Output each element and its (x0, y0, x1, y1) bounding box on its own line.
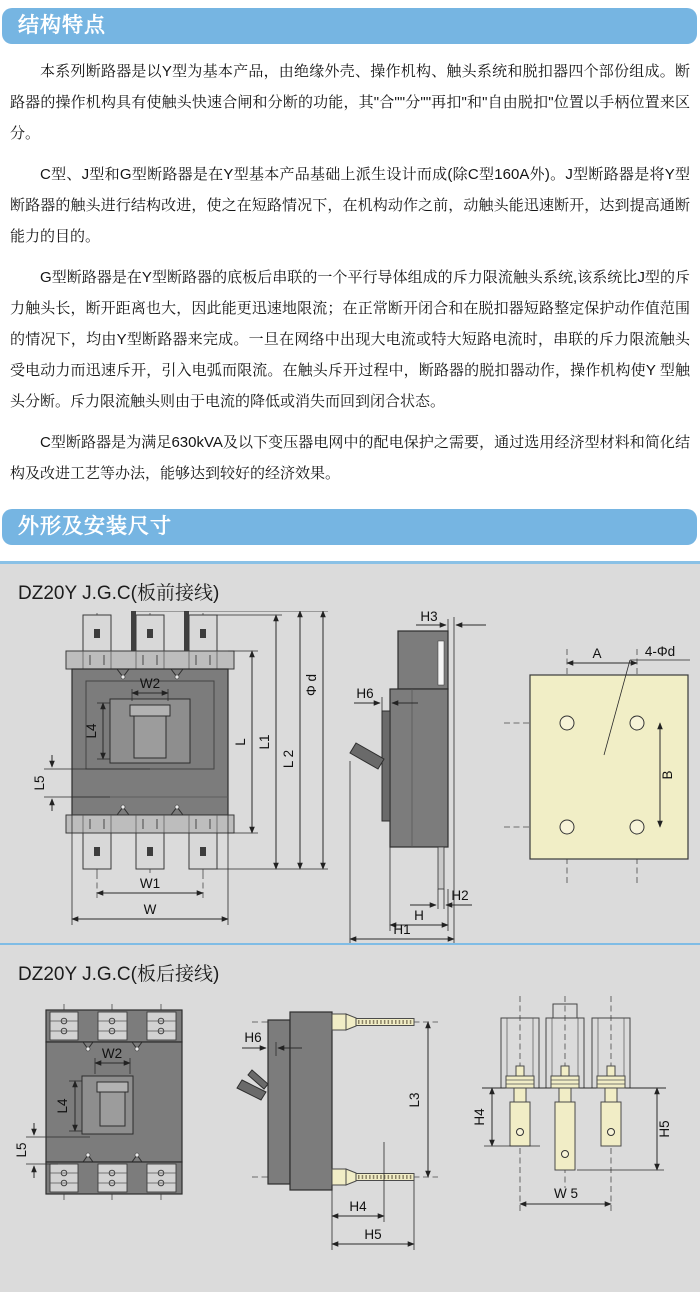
dim-label-l2: L 2 (281, 749, 296, 769)
dim-label-a: A (592, 646, 602, 661)
dim-label-l: L (233, 738, 248, 746)
dim-label-l1: L1 (257, 734, 272, 750)
stud-left (510, 1088, 530, 1146)
dim-h2 (410, 888, 472, 909)
features-text-block (0, 44, 700, 501)
front-wiring-drawing (0, 611, 700, 943)
dim-label-h1: H1 (393, 922, 411, 937)
handle-extension-rod (184, 611, 189, 651)
diagram-area (0, 561, 700, 1292)
dim-label-l5: L5 (32, 775, 47, 791)
dim-w1 (97, 873, 203, 899)
operating-handle-rear (82, 1076, 133, 1134)
dim-label-w: W (143, 902, 157, 917)
side-bottom-tab (438, 847, 444, 889)
dim-label-w1: W1 (139, 876, 161, 891)
dim-h5-stud (577, 1088, 672, 1170)
top-terminal-bar (66, 651, 234, 669)
dim-label-l4: L4 (55, 1098, 70, 1114)
top-terminal-tabs (83, 615, 217, 651)
dim-l (228, 651, 258, 833)
dim-label-w2: W2 (139, 676, 161, 691)
mounting-hole (560, 820, 574, 834)
dim-label-h6: H6 (356, 686, 374, 701)
dim-w5 (520, 1186, 611, 1204)
dim-label-w5: W 5 (553, 1186, 579, 1201)
mounting-hole (630, 716, 644, 730)
mounting-hole (630, 820, 644, 834)
breaker-face-view (32, 611, 328, 925)
bottom-terminal-tabs (83, 833, 217, 869)
bottom-terminal-bar (66, 815, 234, 833)
features-paragraph-2: C型、J型和G型断路器是在Y型基本产品基础上派生设计而成(除C型160A外)。J型断路器是将Y型断路器的触头进行结构改进，使之在短路情况下，在机构动作之前，动触头能迅速断开，达到提高通断能力的目的。 (10, 166, 690, 245)
dim-label-l3: L3 (407, 1092, 422, 1108)
handle-extension-rod (131, 611, 136, 651)
dim-h3 (416, 611, 486, 631)
mounting-plate (530, 675, 688, 859)
bottom-terminal-pads (50, 1164, 176, 1192)
breaker-side-view (350, 611, 486, 943)
dim-label-h5: H5 (657, 1120, 672, 1138)
stud-right (601, 1088, 621, 1146)
features-paragraph-3: G型断路器是在Y型断路器的底板后串联的一个平行导体组成的斥力限流触头系统,该系统比J型的斥力触头长，断开距离也大，因此能更迅速地限流；在正常断开闭合和在脱扣器短路整定保护动作值范围的情况下，均由Y型断路器来完成。一旦在网络中出现大电流或特大短路电流时，串联的斥力限流触头受电动力而迅速斥开，引入电弧而限流。在触头斥开过程中，断路器的脱扣器动作，操作机构使Y 型触头分断。斥力限流触头则由于电流的降低或消失而回到闭合状态。 (10, 269, 690, 410)
diagram-section-front-wiring (0, 564, 700, 943)
dim-phi-d (304, 611, 328, 869)
breaker-side-view-rear (237, 1012, 438, 1250)
dim-label-h6: H6 (244, 1030, 262, 1045)
dim-label-l4: L4 (84, 723, 99, 739)
mounting-hole (560, 716, 574, 730)
dim-l3 (407, 1022, 428, 1177)
dim-label-4-phi-d: 4-Φd (644, 644, 676, 659)
features-paragraph-4: C型断路器是为满足630kVA及以下变压器电网中的配电保护之需要，通过选用经济型材料和简化结构及改进工艺等办法，能够达到较好的经济效果。 (10, 434, 690, 482)
dim-label-l5: L5 (14, 1142, 29, 1158)
dim-label-h4: H4 (472, 1108, 487, 1126)
side-handle (350, 743, 384, 769)
dim-label-phi-d: Φ d (304, 673, 319, 697)
side-left-plate (382, 711, 390, 821)
stud-washers (506, 1066, 625, 1088)
stud-middle (555, 1088, 575, 1170)
rear-wiring-drawing (0, 992, 700, 1274)
terminal-stud-view (472, 996, 672, 1212)
dim-label-h: H (414, 908, 424, 923)
diagram-section-rear-wiring (0, 945, 700, 1292)
side-main-body-rear (290, 1012, 332, 1190)
dim-label-w2: W2 (101, 1046, 123, 1061)
section-banner-dimensions: 外形及安装尺寸 (2, 509, 697, 545)
mounting-plate-view (504, 644, 690, 883)
rear-stud-bottom (332, 1169, 414, 1185)
dim-label-h4: H4 (349, 1199, 367, 1214)
operating-handle (110, 699, 190, 763)
dim-label-b: B (660, 770, 675, 780)
side-front-column (268, 1020, 290, 1184)
diagram-label-rear-wiring: DZ20Y J.G.C(板后接线) (18, 964, 220, 985)
top-terminal-pads (50, 1012, 176, 1040)
dim-label-h3: H3 (420, 611, 438, 624)
dim-a (567, 646, 637, 663)
side-main-body (390, 689, 448, 847)
features-paragraph-1: 本系列断路器是以Y型为基本产品，由绝缘外壳、操作机构、触头系统和脱扣器四个部份组成。断路器的操作机构具有使触头快速合闸和分断的功能，其"合""分""再扣"和"自由脱扣"位置以手柄位置来区分。 (10, 63, 690, 142)
rear-stud-top (332, 1014, 414, 1030)
dim-label-h5: H5 (364, 1227, 382, 1242)
dim-label-h2: H2 (451, 888, 469, 903)
breaker-face-view-rear (14, 1004, 182, 1202)
section-banner-structural-features: 结构特点 (2, 8, 697, 44)
diagram-label-front-wiring: DZ20Y J.G.C(板前接线) (18, 583, 220, 604)
